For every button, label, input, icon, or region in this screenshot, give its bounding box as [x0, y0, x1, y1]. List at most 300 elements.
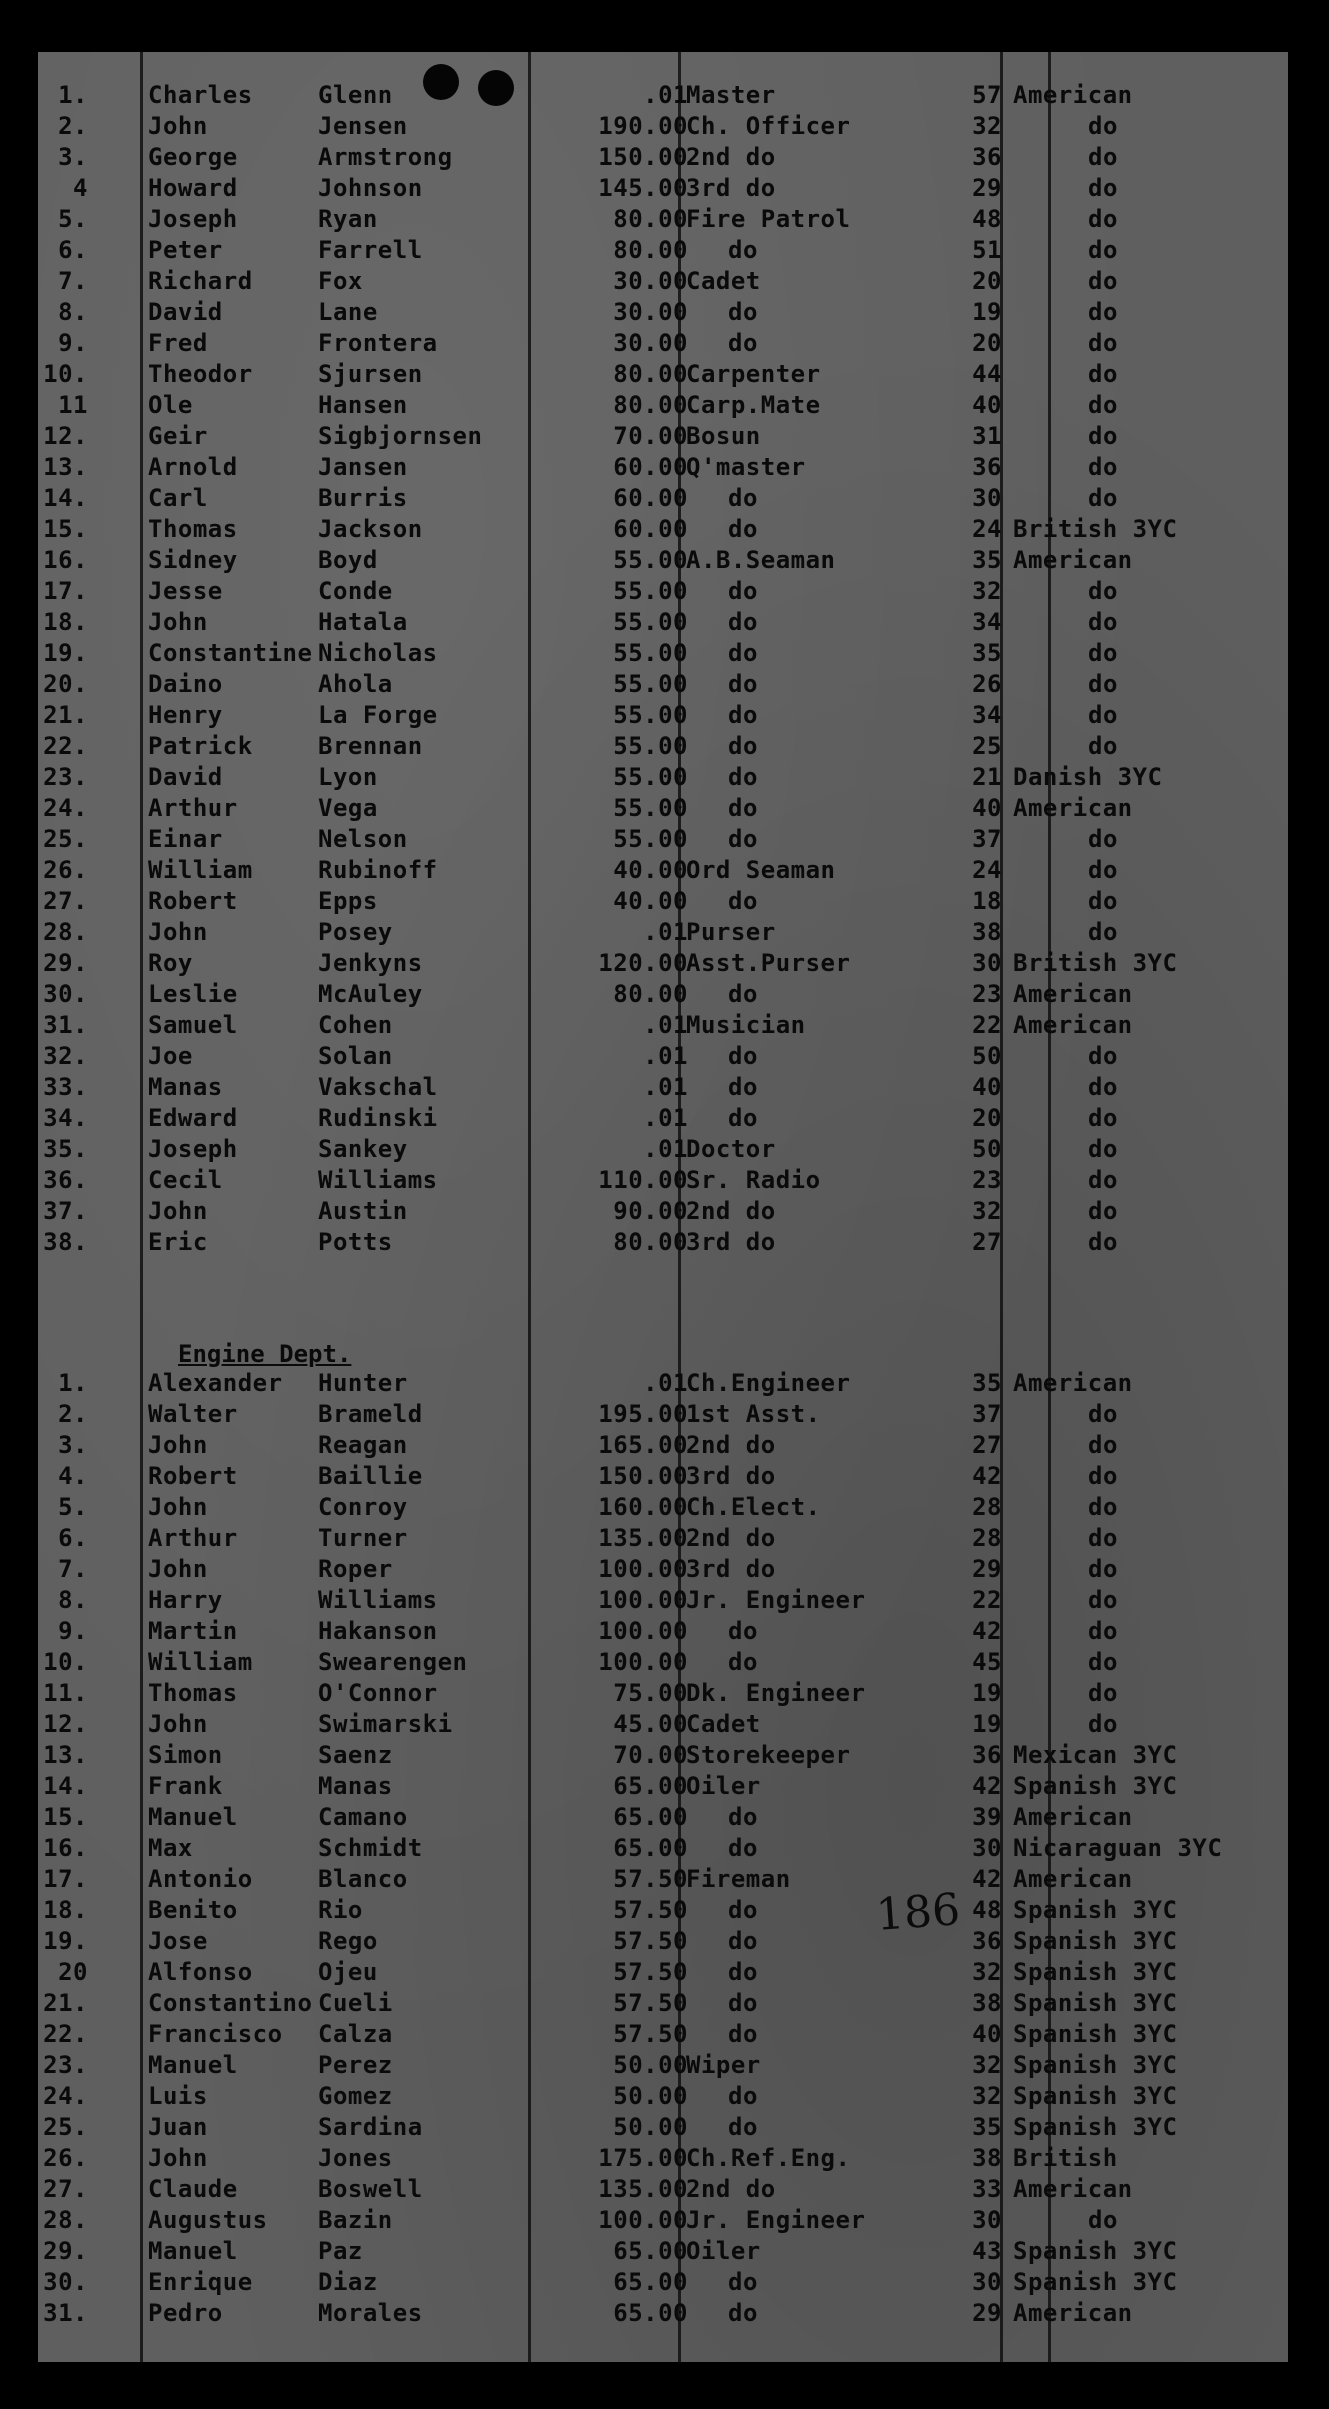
nationality: do [1088, 1710, 1118, 1738]
crew-row [38, 2205, 1288, 2236]
wage: 55.00 [613, 639, 688, 667]
row-number: 14. [43, 1772, 88, 1800]
wage: 57.50 [613, 1989, 688, 2017]
first-name: Joseph [148, 205, 238, 233]
crew-row [38, 142, 1288, 173]
wage: 100.00 [598, 2206, 688, 2234]
rank: Fire Patrol [686, 205, 851, 233]
last-name: Jackson [318, 515, 423, 543]
wage: 65.00 [613, 2237, 688, 2265]
row-number: 24. [43, 2082, 88, 2110]
nationality: do [1088, 2206, 1118, 2234]
crew-row [38, 111, 1288, 142]
engine-dept-heading: Engine Dept. [178, 1340, 352, 1368]
wage: 75.00 [613, 1679, 688, 1707]
row-number: 31. [43, 2299, 88, 2327]
age: 32 [972, 112, 1002, 140]
rank: 3rd do [686, 1555, 776, 1583]
crew-row [38, 2174, 1288, 2205]
first-name: Thomas [148, 515, 238, 543]
first-name: Richard [148, 267, 253, 295]
age: 32 [972, 2082, 1002, 2110]
age: 32 [972, 1197, 1002, 1225]
nationality: American [1013, 1803, 1133, 1831]
last-name: Cohen [318, 1011, 393, 1039]
row-number: 15. [43, 1803, 88, 1831]
first-name: Roy [148, 949, 193, 977]
rank: do [728, 2082, 758, 2110]
row-number: 5. [58, 1493, 88, 1521]
rank: do [728, 794, 758, 822]
rank: do [728, 1648, 758, 1676]
age: 37 [972, 1400, 1002, 1428]
age: 42 [972, 1772, 1002, 1800]
wage: 145.00 [598, 174, 688, 202]
crew-row [38, 886, 1288, 917]
last-name: Morales [318, 2299, 423, 2327]
first-name: Manas [148, 1073, 223, 1101]
wage: .01 [643, 81, 688, 109]
row-number: 25. [43, 825, 88, 853]
row-number: 29. [43, 949, 88, 977]
age: 32 [972, 2051, 1002, 2079]
first-name: Jesse [148, 577, 223, 605]
first-name: Juan [148, 2113, 208, 2141]
rank: Wiper [686, 2051, 761, 2079]
rank: 2nd do [686, 1431, 776, 1459]
rank: Jr. Engineer [686, 1586, 866, 1614]
nationality: do [1088, 1586, 1118, 1614]
last-name: Schmidt [318, 1834, 423, 1862]
crew-row [38, 1103, 1288, 1134]
crew-row [38, 2050, 1288, 2081]
wage: 100.00 [598, 1586, 688, 1614]
row-number: 16. [43, 1834, 88, 1862]
rank: Asst.Purser [686, 949, 851, 977]
age: 30 [972, 949, 1002, 977]
rank: do [728, 236, 758, 264]
last-name: Sankey [318, 1135, 408, 1163]
age: 19 [972, 298, 1002, 326]
rank: 2nd do [686, 1197, 776, 1225]
age: 50 [972, 1135, 1002, 1163]
row-number: 38. [43, 1228, 88, 1256]
first-name: Manuel [148, 1803, 238, 1831]
first-name: Sidney [148, 546, 238, 574]
last-name: Cueli [318, 1989, 393, 2017]
nationality: do [1088, 608, 1118, 636]
rank: Q'master [686, 453, 806, 481]
row-number: 17. [43, 1865, 88, 1893]
crew-row [38, 1895, 1288, 1926]
nationality: Spanish 3YC [1013, 1927, 1178, 1955]
crew-row [38, 1802, 1288, 1833]
first-name: Robert [148, 1462, 238, 1490]
row-number: 14. [43, 484, 88, 512]
wage: .01 [643, 918, 688, 946]
crew-row [38, 1616, 1288, 1647]
crew-row [38, 1554, 1288, 1585]
first-name: Benito [148, 1896, 238, 1924]
first-name: Augustus [148, 2206, 268, 2234]
age: 40 [972, 1073, 1002, 1101]
first-name: Max [148, 1834, 193, 1862]
row-number: 7. [58, 1555, 88, 1583]
age: 37 [972, 825, 1002, 853]
rank: Ord Seaman [686, 856, 836, 884]
crew-row [38, 204, 1288, 235]
rank: Fireman [686, 1865, 791, 1893]
last-name: Potts [318, 1228, 393, 1256]
rank: do [728, 298, 758, 326]
nationality: do [1088, 1073, 1118, 1101]
rank: do [728, 2268, 758, 2296]
wage: .01 [643, 1011, 688, 1039]
rank: do [728, 2020, 758, 2048]
last-name: Perez [318, 2051, 393, 2079]
engine-crew-list [38, 1368, 1288, 2329]
row-number: 26. [43, 2144, 88, 2172]
nationality: American [1013, 980, 1133, 1008]
rank: do [728, 1803, 758, 1831]
wage: 100.00 [598, 1648, 688, 1676]
row-number: 24. [43, 794, 88, 822]
wage: 110.00 [598, 1166, 688, 1194]
rank: do [728, 887, 758, 915]
first-name: Patrick [148, 732, 253, 760]
wage: 30.00 [613, 267, 688, 295]
wage: 120.00 [598, 949, 688, 977]
row-number: 26. [43, 856, 88, 884]
rank: Ch. Officer [686, 112, 851, 140]
crew-row [38, 607, 1288, 638]
age: 21 [972, 763, 1002, 791]
last-name: Paz [318, 2237, 363, 2265]
crew-row [38, 1041, 1288, 1072]
row-number: 36. [43, 1166, 88, 1194]
first-name: John [148, 1197, 208, 1225]
wage: 100.00 [598, 1555, 688, 1583]
first-name: Eric [148, 1228, 208, 1256]
row-number: 29. [43, 2237, 88, 2265]
wage: 55.00 [613, 794, 688, 822]
last-name: Sjursen [318, 360, 423, 388]
row-number: 18. [43, 608, 88, 636]
last-name: Vega [318, 794, 378, 822]
nationality: do [1088, 1648, 1118, 1676]
crew-row [38, 1740, 1288, 1771]
last-name: Jones [318, 2144, 393, 2172]
age: 40 [972, 391, 1002, 419]
wage: 55.00 [613, 732, 688, 760]
crew-row [38, 2019, 1288, 2050]
first-name: Arthur [148, 794, 238, 822]
age: 35 [972, 546, 1002, 574]
wage: 40.00 [613, 887, 688, 915]
first-name: Joseph [148, 1135, 238, 1163]
rank: do [728, 701, 758, 729]
row-number: 30. [43, 980, 88, 1008]
rank: Carp.Mate [686, 391, 821, 419]
crew-row [38, 2267, 1288, 2298]
age: 27 [972, 1228, 1002, 1256]
rank: 1st Asst. [686, 1400, 821, 1428]
row-number: 2. [58, 1400, 88, 1428]
wage: 55.00 [613, 825, 688, 853]
wage: 40.00 [613, 856, 688, 884]
nationality: do [1088, 701, 1118, 729]
last-name: Sardina [318, 2113, 423, 2141]
last-name: Swimarski [318, 1710, 453, 1738]
wage: 57.50 [613, 1896, 688, 1924]
last-name: Williams [318, 1586, 438, 1614]
page-number-stamp: 186 [874, 1884, 962, 1941]
crew-row [38, 638, 1288, 669]
crew-row [38, 1399, 1288, 1430]
age: 32 [972, 577, 1002, 605]
age: 22 [972, 1586, 1002, 1614]
last-name: Ryan [318, 205, 378, 233]
row-number: 18. [43, 1896, 88, 1924]
last-name: Swearengen [318, 1648, 468, 1676]
crew-row [38, 1134, 1288, 1165]
first-name: Peter [148, 236, 223, 264]
row-number: 6. [58, 236, 88, 264]
wage: 55.00 [613, 577, 688, 605]
nationality: Spanish 3YC [1013, 2082, 1178, 2110]
last-name: Frontera [318, 329, 438, 357]
nationality: do [1088, 1104, 1118, 1132]
age: 35 [972, 2113, 1002, 2141]
wage: 55.00 [613, 763, 688, 791]
rank: Doctor [686, 1135, 776, 1163]
age: 29 [972, 1555, 1002, 1583]
nationality: American [1013, 2175, 1133, 2203]
crew-row [38, 917, 1288, 948]
first-name: Alexander [148, 1369, 283, 1397]
first-name: William [148, 856, 253, 884]
crew-row [38, 297, 1288, 328]
nationality: do [1088, 1166, 1118, 1194]
last-name: Glenn [318, 81, 393, 109]
wage: 57.50 [613, 1927, 688, 1955]
rank: do [728, 1073, 758, 1101]
age: 44 [972, 360, 1002, 388]
wage: 150.00 [598, 143, 688, 171]
last-name: Calza [318, 2020, 393, 2048]
crew-row [38, 1926, 1288, 1957]
first-name: Fred [148, 329, 208, 357]
first-name: Manuel [148, 2237, 238, 2265]
crew-row [38, 266, 1288, 297]
first-name: Robert [148, 887, 238, 915]
age: 23 [972, 980, 1002, 1008]
age: 42 [972, 1462, 1002, 1490]
wage: 65.00 [613, 1772, 688, 1800]
wage: 65.00 [613, 1803, 688, 1831]
rank: do [728, 1042, 758, 1070]
age: 26 [972, 670, 1002, 698]
crew-row [38, 1227, 1288, 1258]
first-name: Samuel [148, 1011, 238, 1039]
last-name: Hansen [318, 391, 408, 419]
age: 29 [972, 2299, 1002, 2327]
nationality: British 3YC [1013, 949, 1178, 977]
row-number: 20 [58, 1958, 88, 1986]
nationality: American [1013, 2299, 1133, 2327]
row-number: 16. [43, 546, 88, 574]
wage: 80.00 [613, 980, 688, 1008]
rank: 3rd do [686, 174, 776, 202]
rank: Cadet [686, 267, 761, 295]
nationality: Danish 3YC [1013, 763, 1163, 791]
first-name: Theodor [148, 360, 253, 388]
first-name: Simon [148, 1741, 223, 1769]
row-number: 11 [58, 391, 88, 419]
last-name: Fox [318, 267, 363, 295]
nationality: British [1013, 2144, 1118, 2172]
row-number: 35. [43, 1135, 88, 1163]
row-number: 23. [43, 2051, 88, 2079]
row-number: 28. [43, 918, 88, 946]
nationality: Nicaraguan 3YC [1013, 1834, 1223, 1862]
wage: .01 [643, 1135, 688, 1163]
rank: Ch.Engineer [686, 1369, 851, 1397]
row-number: 37. [43, 1197, 88, 1225]
crew-row [38, 1988, 1288, 2019]
age: 30 [972, 2268, 1002, 2296]
age: 40 [972, 2020, 1002, 2048]
wage: .01 [643, 1104, 688, 1132]
rank: do [728, 763, 758, 791]
wage: 45.00 [613, 1710, 688, 1738]
age: 48 [972, 205, 1002, 233]
row-number: 1. [58, 81, 88, 109]
row-number: 27. [43, 2175, 88, 2203]
rank: Bosun [686, 422, 761, 450]
crew-row [38, 1957, 1288, 1988]
last-name: Williams [318, 1166, 438, 1194]
first-name: Ole [148, 391, 193, 419]
first-name: Henry [148, 701, 223, 729]
last-name: Blanco [318, 1865, 408, 1893]
nationality: Spanish 3YC [1013, 2268, 1178, 2296]
nationality: Spanish 3YC [1013, 2113, 1178, 2141]
crew-row [38, 762, 1288, 793]
rank: 3rd do [686, 1462, 776, 1490]
first-name: George [148, 143, 238, 171]
nationality: do [1088, 1431, 1118, 1459]
last-name: Boswell [318, 2175, 423, 2203]
age: 27 [972, 1431, 1002, 1459]
nationality: Spanish 3YC [1013, 2051, 1178, 2079]
last-name: Saenz [318, 1741, 393, 1769]
rank: do [728, 1104, 758, 1132]
rank: do [728, 980, 758, 1008]
last-name: Rudinski [318, 1104, 438, 1132]
nationality: do [1088, 453, 1118, 481]
nationality: do [1088, 112, 1118, 140]
nationality: Spanish 3YC [1013, 1958, 1178, 1986]
rank: Ch.Elect. [686, 1493, 821, 1521]
wage: 60.00 [613, 515, 688, 543]
nationality: do [1088, 639, 1118, 667]
wage: 80.00 [613, 360, 688, 388]
nationality: do [1088, 236, 1118, 264]
age: 28 [972, 1524, 1002, 1552]
first-name: Thomas [148, 1679, 238, 1707]
first-name: John [148, 918, 208, 946]
wage: 55.00 [613, 546, 688, 574]
rank: do [728, 639, 758, 667]
age: 20 [972, 329, 1002, 357]
wage: 90.00 [613, 1197, 688, 1225]
crew-row [38, 1771, 1288, 1802]
wage: .01 [643, 1042, 688, 1070]
last-name: Baillie [318, 1462, 423, 1490]
last-name: Bazin [318, 2206, 393, 2234]
wage: 30.00 [613, 329, 688, 357]
wage: 55.00 [613, 670, 688, 698]
rank: do [728, 1927, 758, 1955]
first-name: Arnold [148, 453, 238, 481]
row-number: 4 [73, 174, 88, 202]
first-name: John [148, 2144, 208, 2172]
crew-row [38, 731, 1288, 762]
last-name: Conde [318, 577, 393, 605]
last-name: Rio [318, 1896, 363, 1924]
wage: 150.00 [598, 1462, 688, 1490]
row-number: 31. [43, 1011, 88, 1039]
rank: 2nd do [686, 143, 776, 171]
first-name: David [148, 298, 223, 326]
deck-crew-list [38, 80, 1288, 1258]
nationality: Spanish 3YC [1013, 1989, 1178, 2017]
row-number: 12. [43, 422, 88, 450]
first-name: Charles [148, 81, 253, 109]
nationality: do [1088, 887, 1118, 915]
first-name: John [148, 1431, 208, 1459]
first-name: Claude [148, 2175, 238, 2203]
rank: do [728, 329, 758, 357]
age: 36 [972, 143, 1002, 171]
rank: do [728, 515, 758, 543]
nationality: American [1013, 81, 1133, 109]
last-name: Armstrong [318, 143, 453, 171]
row-number: 32. [43, 1042, 88, 1070]
crew-row [38, 173, 1288, 204]
last-name: Vakschal [318, 1073, 438, 1101]
row-number: 15. [43, 515, 88, 543]
first-name: David [148, 763, 223, 791]
nationality: do [1088, 267, 1118, 295]
nationality: do [1088, 1617, 1118, 1645]
last-name: Nicholas [318, 639, 438, 667]
last-name: Roper [318, 1555, 393, 1583]
wage: 50.00 [613, 2082, 688, 2110]
crew-row [38, 1864, 1288, 1895]
age: 28 [972, 1493, 1002, 1521]
nationality: do [1088, 298, 1118, 326]
nationality: do [1088, 422, 1118, 450]
nationality: do [1088, 1135, 1118, 1163]
rank: Carpenter [686, 360, 821, 388]
rank: do [728, 577, 758, 605]
first-name: Enrique [148, 2268, 253, 2296]
nationality: do [1088, 670, 1118, 698]
last-name: Turner [318, 1524, 408, 1552]
row-number: 21. [43, 1989, 88, 2017]
